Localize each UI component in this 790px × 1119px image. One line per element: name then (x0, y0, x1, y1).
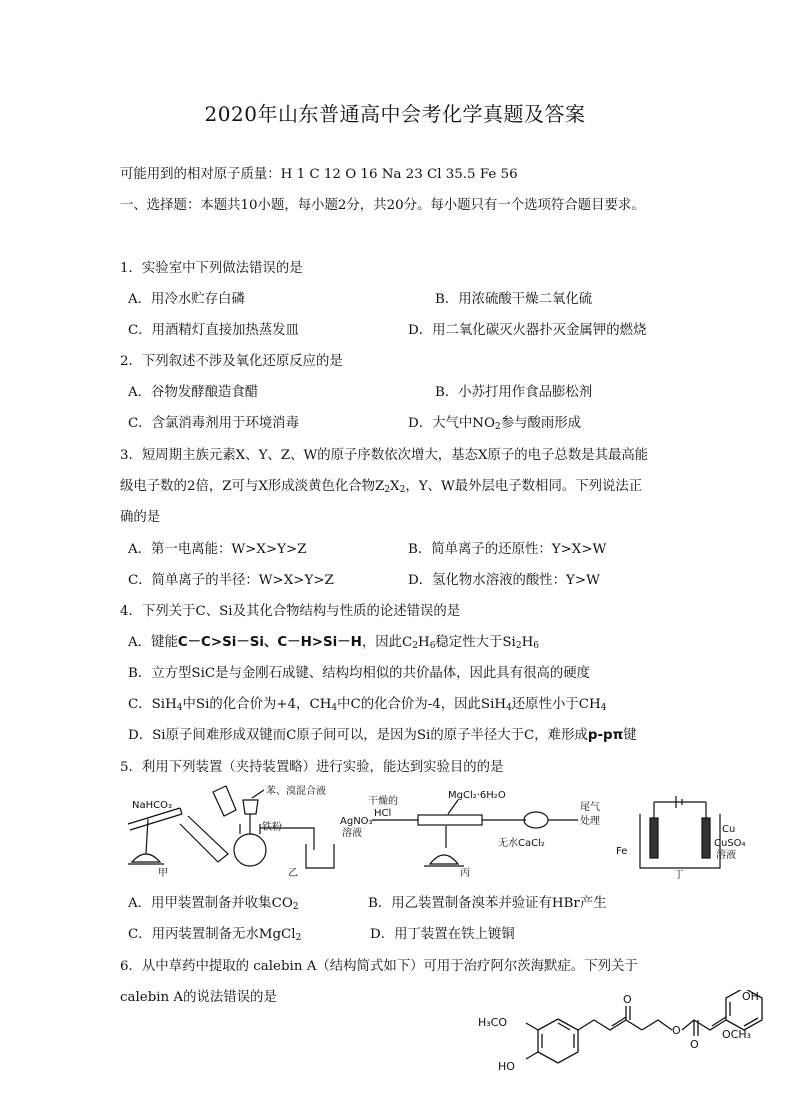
q1-option-d: D．用二氧化碳灭火器扑灭金属钾的燃烧 (408, 323, 647, 338)
label-cacl2: 无水CaCl₂ (498, 838, 545, 849)
apparatus-figure (118, 784, 750, 880)
label-yi: 乙 (288, 868, 298, 879)
label-carbonyl-o: O (623, 993, 632, 1006)
q2-option-d: D．大气中$NO_2$参与酸雨形成 (408, 416, 582, 432)
q5-option-c: C．用丙装置制备无水MgCl$_2$ (128, 927, 302, 943)
label-och3: OCH₃ (722, 1028, 752, 1041)
q5-option-d: D．用丁装置在铁上镀铜 (370, 927, 515, 942)
q3-option-c: C．简单离子的半径：W>X>Y>Z (128, 573, 334, 588)
label-cuso4-solution: 溶液 (716, 850, 736, 861)
q2-option-a: A．谷物发酵酿造食醋 (128, 385, 259, 400)
q3-stem-line3: 确的是 (120, 510, 161, 525)
label-nahco3: NaHCO₃ (132, 800, 172, 811)
page-title: 2020年山东普通高中会考化学真题及答案 (204, 102, 586, 126)
q4-option-b: B．立方型SiC是与金刚石成键、结构均相似的共价晶体，因此具有很高的硬度 (128, 666, 591, 681)
label-agno3: AgNO₃ (340, 816, 373, 827)
label-fe: Fe (616, 846, 628, 857)
q1-option-c: C．用酒精灯直接加热蒸发皿 (128, 323, 299, 338)
q4-option-c: C．SiH$_4$中Si的化合价为+4，$CH_4$中C的化合价为-4，因此SiH$_4$还原性小于$CH_4$ (128, 697, 607, 713)
label-h3co: H₃CO (478, 1016, 508, 1029)
section-header: 一、选择题：本题共10小题，每小题2分，共20分。每小题只有一个选项符合题目要求。 (120, 198, 645, 213)
q4-option-a: A．键能C－C>Si－Si、C－H>Si－H，因此$C_2H_6$稳定性大于$Si_2H_6$ (128, 635, 539, 651)
calebin-a-structure (478, 990, 778, 1115)
atomic-masses: 可能用到的相对原子质量：H 1 C 12 O 16 Na 23 Cl 35.5 Fe 56 (120, 167, 518, 182)
q1-stem: 1．实验室中下列做法错误的是 (120, 261, 303, 276)
label-ding: 丁 (674, 870, 684, 880)
q6-stem-line1: 6．从中草药中提取的 calebin A（结构简式如下）可用于治疗阿尔茨海默症。下列关于 (120, 959, 638, 974)
q5-option-a: A．用甲装置制备并收集$CO_2$ (128, 896, 299, 912)
q3-option-b: B．简单离子的还原性：Y>X>W (408, 542, 607, 557)
q5-option-b: B．用乙装置制备溴苯并验证有HBr产生 (368, 896, 607, 911)
label-benzene: 苯、溴混合液 (266, 786, 326, 797)
label-ho: HO (498, 1060, 515, 1073)
label-hcl: HCl (374, 808, 392, 819)
label-cu: Cu (722, 824, 736, 835)
q4-stem: 4．下列关于C、Si及其化合物结构与性质的论述错误的是 (120, 604, 461, 619)
q2-option-c: C．含氯消毒剂用于环境消毒 (128, 416, 299, 431)
apparatus-yi (234, 784, 373, 879)
q3-stem-line1: 3．短周期主族元素X、Y、Z、W的原子序数依次增大，基态X原子的电子总数是其最高能 (120, 448, 649, 463)
q3-option-d: D．氢化物水溶液的酸性：Y>W (408, 573, 600, 588)
q2-stem: 2．下列叙述不涉及氧化还原反应的是 (120, 354, 343, 369)
q1-option-a: A．用冷水贮存白磷 (128, 292, 245, 307)
q3-option-a: A．第一电离能：W>X>Y>Z (128, 542, 307, 557)
label-dry: 干燥的 (368, 796, 398, 807)
q1-option-b: B．用浓硫酸干燥二氧化硫 (435, 292, 593, 307)
label-agno3-solution: 溶液 (342, 828, 362, 839)
q3-stem-line2: 级电子数的2倍，Z可与X形成淡黄色化合物$Z_2X_2$，Y、W最外层电子数相同。下列说法正 (120, 479, 643, 495)
apparatus-bing (368, 790, 600, 879)
q4-option-d: D．Si原子间难形成双键而C原子间可以，是因为Si的原子半径大于C，难形成p-pπ键 (128, 728, 637, 743)
q5-stem: 5．利用下列装置（夹持装置略）进行实验，能达到实验目的的是 (120, 760, 504, 775)
label-ester-o: O (672, 1024, 681, 1037)
label-jia: 甲 (158, 868, 168, 879)
apparatus-jia (128, 786, 236, 879)
label-tail-treatment: 处理 (580, 816, 600, 827)
q2-option-b: B．小苏打用作食品膨松剂 (435, 385, 593, 400)
label-mgcl2: MgCl₂·6H₂O (448, 790, 506, 801)
label-bing: 丙 (460, 868, 470, 879)
label-oh: OH (742, 990, 759, 1003)
label-cuso4: CuSO₄ (714, 838, 746, 849)
q6-stem-line2: calebin A的说法错误的是 (120, 990, 277, 1005)
label-ester-carbonyl-o: O (690, 1038, 699, 1051)
apparatus-ding (616, 796, 746, 880)
label-iron: 铁粉 (262, 822, 282, 833)
label-tail-gas: 尾气 (580, 802, 600, 813)
